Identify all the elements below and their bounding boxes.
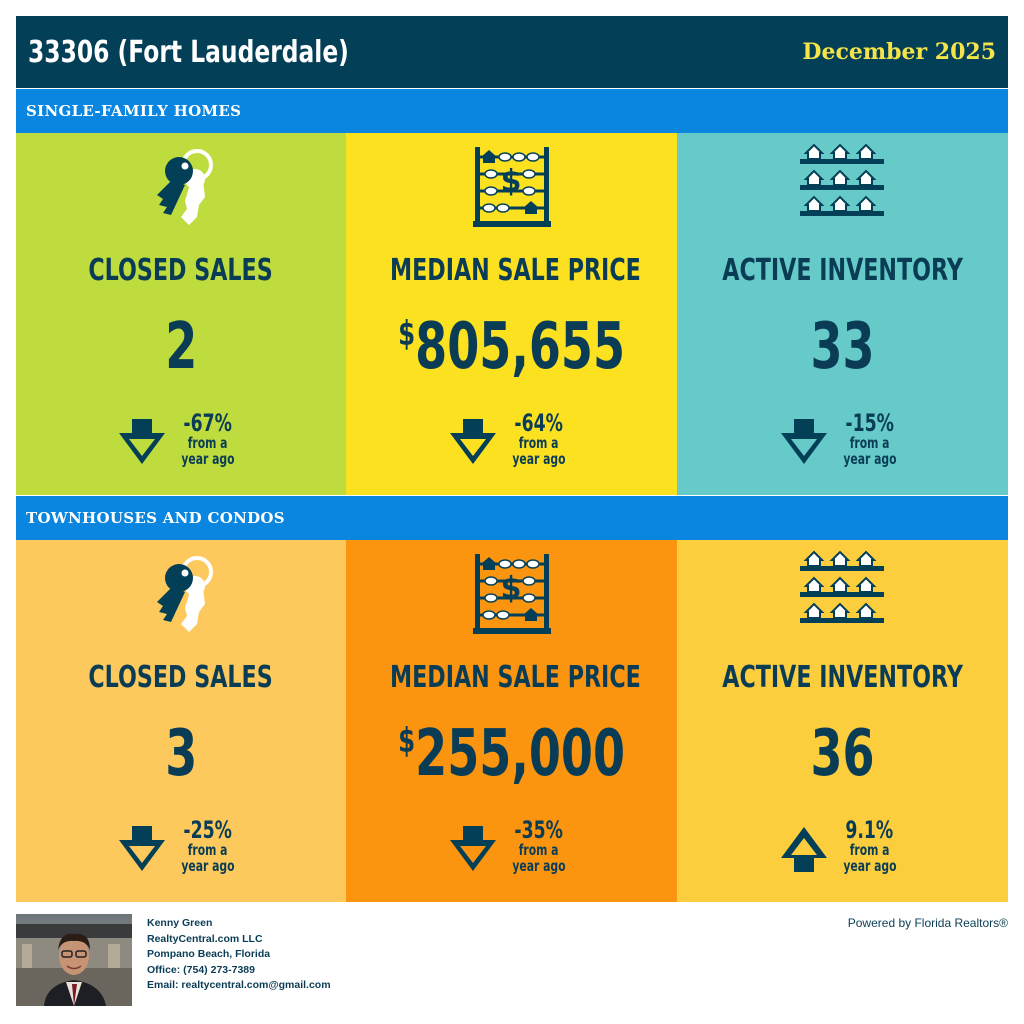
metric-value: 36 — [810, 717, 875, 791]
arrow-down-icon — [779, 417, 829, 467]
change-percent: -67% — [183, 409, 233, 437]
agent-photo — [16, 914, 132, 1006]
keys-icon — [133, 548, 229, 649]
metric-label: ACTIVE INVENTORY — [722, 660, 963, 695]
section-title-single-family: SINGLE-FAMILY HOMES — [16, 89, 1008, 133]
change-sub-1: from a — [849, 434, 890, 452]
change-sub-2: year ago — [181, 450, 235, 468]
metric-label: ACTIVE INVENTORY — [722, 253, 963, 288]
agent-office-phone[interactable]: Office: (754) 273-7389 — [147, 963, 255, 976]
agent-footer — [16, 914, 1008, 1010]
change-sub-2: year ago — [181, 857, 235, 875]
section-title-townhouses: TOWNHOUSES AND CONDOS — [16, 496, 1008, 540]
change-sub-1: from a — [188, 434, 228, 452]
arrow-down-icon — [448, 824, 498, 874]
metric-change — [346, 818, 677, 874]
powered-by: Powered by Florida Realtors® — [847, 916, 1008, 930]
report-date: December 2025 — [802, 39, 996, 65]
arrow-up-icon — [779, 824, 829, 874]
change-sub-1: from a — [188, 841, 228, 859]
metric-value: $805,655 — [398, 310, 625, 384]
metric-closed-sales-th — [16, 540, 346, 902]
metric-value: 2 — [164, 310, 198, 384]
change-sub-1: from a — [518, 841, 559, 859]
change-percent: -64% — [514, 409, 563, 437]
svg-text:$: $ — [500, 164, 521, 199]
agent-email[interactable]: Email: realtycentral.com@gmail.com — [147, 979, 331, 991]
abacus-icon — [467, 141, 557, 236]
arrow-down-icon — [117, 417, 167, 467]
report-header — [16, 16, 1008, 88]
metric-change — [346, 411, 677, 467]
change-percent: 9.1% — [845, 816, 894, 844]
agent-company: RealtyCentral.com LLC — [147, 932, 263, 945]
metric-change — [677, 818, 1008, 874]
keys-icon — [133, 141, 229, 242]
townhouse-metrics — [16, 540, 1008, 902]
arrow-down-icon — [117, 824, 167, 874]
metric-active-inventory-th — [677, 540, 1008, 902]
metric-median-price-sf — [346, 133, 677, 495]
houses-shelf-icon — [798, 143, 888, 232]
change-sub-2: year ago — [511, 450, 566, 468]
metric-label: CLOSED SALES — [88, 253, 274, 288]
metric-median-price-th — [346, 540, 677, 902]
metric-label: CLOSED SALES — [88, 660, 274, 695]
change-sub-2: year ago — [842, 450, 897, 468]
change-sub-1: from a — [518, 434, 559, 452]
metric-change — [677, 411, 1008, 467]
report-title: 33306 (Fort Lauderdale) — [28, 34, 349, 70]
metric-value: 3 — [164, 717, 198, 791]
change-sub-1: from a — [849, 841, 890, 859]
metric-label: MEDIAN SALE PRICE — [390, 253, 641, 288]
change-sub-2: year ago — [842, 857, 897, 875]
change-percent: -15% — [845, 409, 894, 437]
arrow-down-icon — [448, 417, 498, 467]
agent-location: Pompano Beach, Florida — [147, 948, 271, 960]
metric-active-inventory-sf — [677, 133, 1008, 495]
agent-name: Kenny Green — [147, 917, 213, 929]
metric-change — [16, 818, 346, 874]
metric-change — [16, 411, 346, 467]
metric-closed-sales-sf — [16, 133, 346, 495]
svg-text:$: $ — [500, 571, 521, 606]
metric-value: 33 — [810, 310, 875, 384]
change-percent: -35% — [514, 816, 563, 844]
change-sub-2: year ago — [511, 857, 566, 875]
metric-value: $255,000 — [398, 717, 625, 791]
metric-label: MEDIAN SALE PRICE — [390, 660, 641, 695]
change-percent: -25% — [183, 816, 233, 844]
agent-info — [147, 916, 331, 994]
single-family-metrics — [16, 133, 1008, 495]
abacus-icon — [467, 548, 557, 643]
houses-shelf-icon — [798, 550, 888, 639]
